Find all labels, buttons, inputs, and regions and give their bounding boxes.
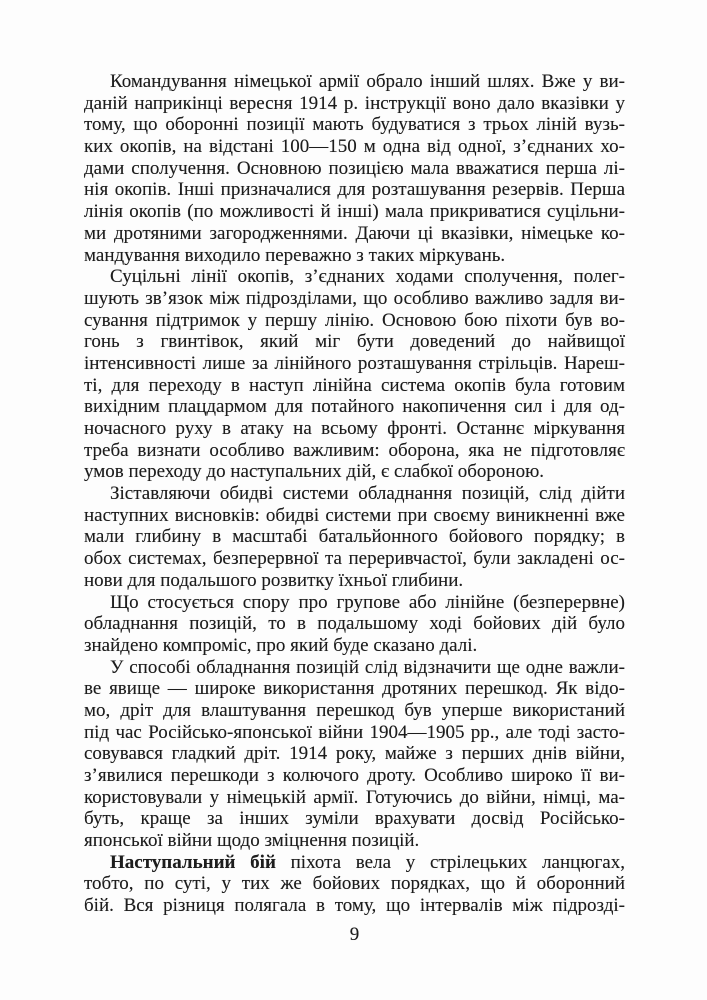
- text-line: У способі обладнання позицій слід відзначити ще одне важли-: [110, 656, 625, 678]
- text-line: буть, краще за інших зуміли врахувати досвід Російсько-: [84, 808, 625, 830]
- text-line: бій. Вся різниця полягала в тому, що інтервалів між підрозді-: [84, 895, 625, 917]
- text-line: нови для подальшого розвитку їхньої глибини.: [84, 569, 464, 591]
- text-line: мали глибину в масштабі батальйонного бойового порядку; в: [84, 526, 625, 548]
- text-line: інтенсивності лише за лінійного розташування стрільців. Нареш-: [84, 352, 625, 374]
- paragraph: [84, 266, 625, 483]
- text-line: вихідним плацдармом для потайного накопичення сил і для од-: [84, 396, 625, 418]
- text-line: мо, дріт для влаштування перешкод був уперше використаний: [84, 699, 625, 721]
- text-line: Суцільні лінії окопів, з’єднаних ходами сполучення, полег-: [110, 266, 625, 288]
- text-line: обладнання позицій, то в подальшому ході бойових дій було: [84, 613, 625, 635]
- text-line: під час Російсько-японської війни 1904—1905 рр., але тоді засто-: [84, 721, 625, 743]
- paragraph: [84, 852, 625, 917]
- text-line: мандування виходило переважно з таких міркувань.: [84, 244, 506, 266]
- text-line: лінія окопів (по можливості й інші) мала прикриватися суцільни-: [84, 201, 625, 223]
- text-line: японської війни щодо зміцнення позицій.: [84, 830, 420, 852]
- text-line: ких окопів, на відстані 100—150 м одна від одної, з’єднаних хо-: [84, 136, 625, 158]
- text-line: гонь з гвинтівок, який міг бути доведений до найвищої: [84, 331, 625, 353]
- text-run: піхота вела у стрілецьких ланцюгах,: [290, 851, 625, 873]
- text-line: сування підтримок у першу лінію. Основою бою піхоти був во-: [84, 309, 625, 331]
- text-line: Командування німецької армії обрало інший шлях. Вже у ви-: [110, 71, 625, 92]
- text-line: обох системах, безперервної та переривчастої, були закладені ос-: [84, 548, 625, 570]
- text-line: знайдено компроміс, про який буде сказано далі.: [84, 634, 478, 656]
- text-line: Що стосується спору про групове або лінійне (безперервне): [110, 591, 625, 613]
- text-line: тобто, по суті, у тих же бойових порядках, що й оборонний: [84, 873, 625, 895]
- text-line: шують зв’язок між підрозділами, що особливо важливо задля ви-: [84, 287, 625, 309]
- bold-lead-run: Наступальний бій: [110, 851, 276, 873]
- page-number: 9: [349, 924, 360, 945]
- paragraph: [84, 71, 625, 266]
- page-text-block: [84, 71, 625, 917]
- text-line: [84, 852, 625, 874]
- text-line: дами сполучення. Основною позицією мала вважатися перша лі-: [84, 157, 625, 179]
- text-line: ночасного руху в атаку на всьому фронті. Останнє міркування: [84, 418, 625, 439]
- text-line: треба визнати особливо важливим: оборона, яка не підготовляє: [84, 439, 625, 461]
- text-line: нія окопів. Інші призначалися для розташування резервів. Перша: [84, 179, 625, 201]
- paragraph: [84, 657, 625, 852]
- text-line: даній наприкінці вересня 1914 р. інструкції воно дало вказівки у: [84, 92, 625, 114]
- text-line: користовували у німецькій армії. Готуючись до війни, німці, ма-: [84, 786, 625, 808]
- paragraph: [84, 592, 625, 657]
- text-line: совувався гладкий дріт. 1914 року, майже з перших днів війни,: [84, 743, 625, 765]
- text-line: тому, що оборонні позиції мають будуватися з трьох ліній вузь-: [84, 114, 625, 136]
- text-line: умов переходу до наступальних дій, є слабкої обороною.: [84, 461, 545, 483]
- text-line: ті, для переходу в наступ лінійна система окопів була готовим: [84, 374, 625, 396]
- text-line: ве явище — широке використання дротяних перешкод. Як відо-: [84, 678, 625, 700]
- paragraph: [84, 483, 625, 591]
- text-line: з’явилися перешкоди з колючого дроту. Особливо широко її ви-: [84, 765, 625, 786]
- text-line: Зіставляючи обидві системи обладнання позицій, слід дійти: [110, 483, 625, 505]
- text-line: наступних висновків: обидві системи при своєму виникненні вже: [84, 504, 625, 526]
- text-line: ми дротяними загородженнями. Даючи ці вказівки, німецьке ко-: [84, 222, 625, 244]
